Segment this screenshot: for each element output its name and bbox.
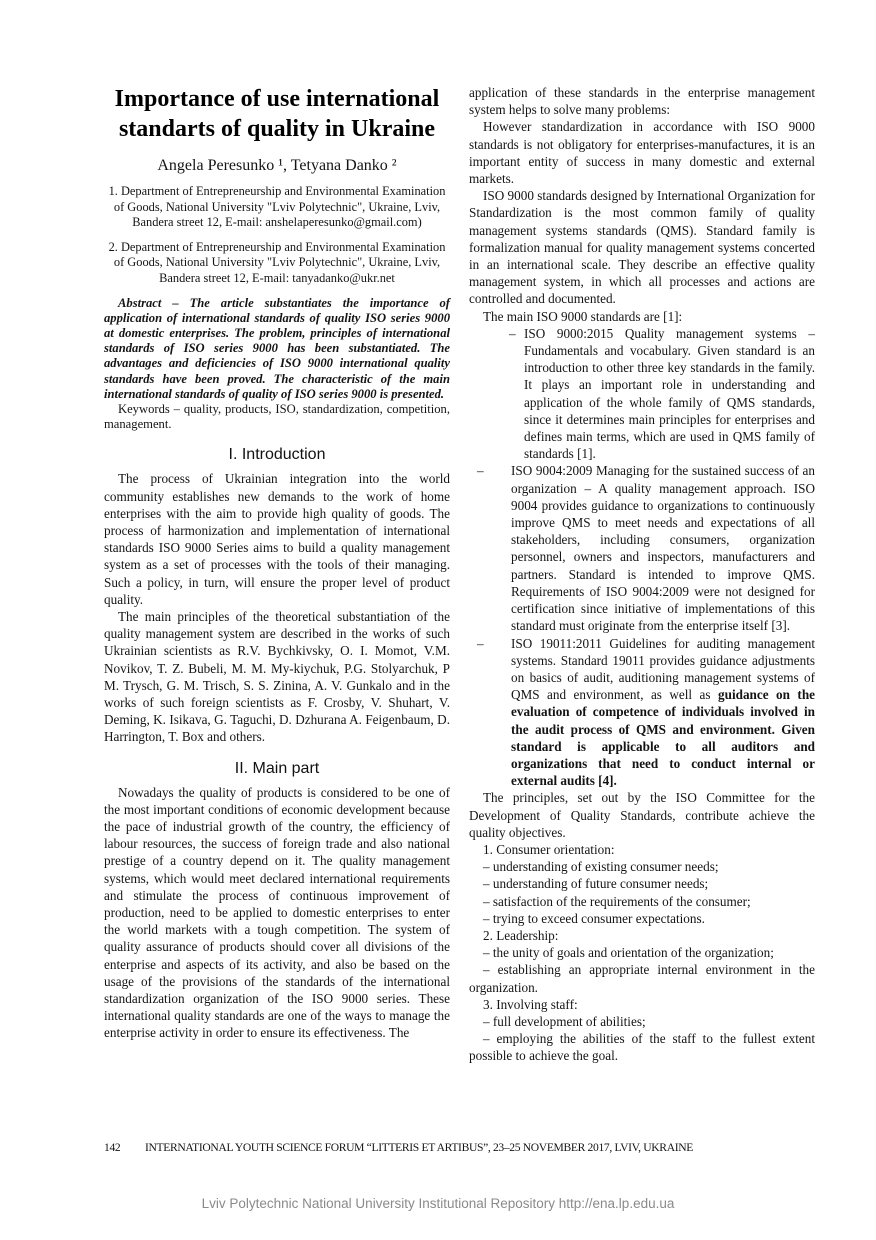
standards-list <box>469 325 815 789</box>
affiliation-2: 2. Department of Entrepreneurship and Environmental Examination of Goods, National University "Lviv Polytechnic", Ukraine, Lviv, Bandera street 12, E-mail: tanyadanko@ukr.net <box>108 239 446 285</box>
section-heading-introduction: I. Introduction <box>228 446 326 464</box>
list-item-iso-9004 <box>469 462 815 634</box>
main-paragraph-1-continued: application of these standards in the enterprise management system helps to solve many problems: <box>469 85 815 118</box>
dash-bullet: – <box>477 635 484 651</box>
intro-paragraph-2: The main principles of the theoretical substantiation of the quality management system are described in the works of such Ukrainian scientists as R.V. Bychkivsky, O. I. Momot, V.M. Novikov, T. Z. Bubeli, M. M. My-kiychuk, P.G. Stolyarchuk, P M. Trysch, G. M. Trisch, S. S. Zinina, A. V. Gunkalo and in the works of such foreign scientists as F. Crosby, V. Shuhart, V. Deming, K. Isikava, G. Taguchi, D. Dzhurana A. Feigenbaum, D. Harrington, T. Box and others. <box>104 609 450 745</box>
list-item-text: ISO 9004:2009 Managing for the sustained success of an organization – A quality management approach. ISO 9004 provides guidance to organizations to continuously improve QMS to meet needs and expectations of all stakeholders, including consumers, organization personnel, owners and inspectors, manufacturers and partners. Standard is intended to improve QMS. Requirements of ISO 9004:2009 were not designed for certification since initiative of implementations of this standard must originate from the enterprise itself [3]. <box>511 463 815 634</box>
main-paragraph-2: However standardization in accordance with ISO 9000 standards is not obligatory for enterprises-manufactures, it is an important entity of success in many domestic and external markets. <box>469 119 815 187</box>
principle-line: – trying to exceed consumer expectations. <box>483 910 705 926</box>
main-paragraph-4: The main ISO 9000 standards are [1]: <box>483 308 683 324</box>
principle-line: – the unity of goals and orientation of the organization; <box>483 945 774 961</box>
principle-line: – establishing an appropriate internal environment in the organization. <box>469 962 815 995</box>
right-column <box>469 84 815 1065</box>
keywords: Keywords – quality, products, ISO, standardization, competition, management. <box>104 401 450 432</box>
title-line-2: standarts of quality in Ukraine <box>118 116 436 142</box>
principle-line: 2. Leadership: <box>483 927 559 943</box>
principle-line: – understanding of existing consumer needs; <box>483 859 719 875</box>
dash-bullet: – <box>509 325 516 341</box>
list-item-text: ISO 9000:2015 Quality management systems – Fundamentals and vocabulary. Given standard is an introduction to other three key standards in the family. It plays an important role in understanding and application of the whole family of QMS standards, since it determines main principles for enterprises and defines main terms, which are used in QMS family of standards [1]. <box>524 325 815 462</box>
main-paragraph-3: ISO 9000 standards designed by International Organization for Standardization is the most common family of quality management systems standards (QMS). Standard family is formalization manual for quality management systems concerted in an international scale. They describe an effective quality management system, in which all processes and actions are controlled and documented. <box>469 188 815 307</box>
intro-paragraph-1: The process of Ukrainian integration into the world community establishes new demands to the work of home enterprises with the aim to provide high quality of goods. The process of harmonization and implementation of international standards ISO 9000 Series aims to build a quality management system as a set of processes with the tools of their managing. Such a policy, in turn, will ensure the proper level of product quality. <box>104 471 450 607</box>
principle-line: – full development of abilities; <box>483 1013 646 1029</box>
section-heading-main-part: II. Main part <box>234 759 320 777</box>
principle-line: – employing the abilities of the staff to the fullest extent possible to achieve the goal. <box>469 1031 815 1064</box>
list-item-bold-text: guidance on the evaluation of competence of individuals involved in the audit process of QMS and environment. Given standard is applicable to all auditors and organizations that need to conduct internal or external audits [4]. <box>511 687 816 789</box>
repository-watermark: Lviv Polytechnic National University Institutional Repository http://ena.lp.edu.ua <box>201 1196 675 1211</box>
dash-bullet: – <box>477 463 484 479</box>
conference-name: INTERNATIONAL YOUTH SCIENCE FORUM “LITTERIS ET ARTIBUS”, 23–25 NOVEMBER 2017, LVIV, UKRAINE <box>145 1141 693 1154</box>
page-number: 142 <box>104 1141 121 1154</box>
principle-line: 3. Involving staff: <box>483 996 578 1012</box>
title-line-1: Importance of use international <box>114 86 440 112</box>
affiliation-1: 1. Department of Entrepreneurship and Environmental Examination of Goods, National University "Lviv Polytechnic", Ukraine, Lviv, Bandera street 12, E-mail: anshelaperesunko@gmail.com) <box>108 184 446 230</box>
principle-line: 1. Consumer orientation: <box>483 841 615 857</box>
principle-line: – satisfaction of the requirements of the consumer; <box>483 893 751 909</box>
left-column <box>104 84 450 1042</box>
list-item-iso-19011 <box>469 635 815 790</box>
abstract: Abstract – The article substantiates the importance of application of international standards of quality ISO series 9000 at domestic enterprises. The problem, principles of international standards of ISO series 9000 has been substantiated. The advantages and deficiencies of ISO 9000 international quality standards have been proved. The characteristic of the main international standards of quality of ISO series 9000 is presented. <box>104 295 450 401</box>
authors: Angela Peresunko ¹, Tetyana Danko ² <box>157 157 397 174</box>
principle-line: – understanding of future consumer needs; <box>483 876 709 892</box>
paper-title <box>104 84 450 144</box>
list-item-iso-9000 <box>469 325 815 463</box>
list-item-text: ISO 19011:2011 Guidelines for auditing management systems. Standard 19011 provides guidance adjustments on basics of audit, auditioning management systems of QMS and environment, as well as <box>511 635 815 703</box>
main-paragraph-1: Nowadays the quality of products is considered to be one of the most important conditions of economic development because the pace of industrial growth of the country, the efficiency of labour resources, the success of foreign trade and also national prestige of a country depend on it. The quality management systems, which would meet declared international requirements and stimulate the process of continuous improvement of production, need to be applied to domestic enterprises to enter the world markets with a tough competition. The system of quality assurance of products should cover all divisions of the enterprise and aspects of its activity, and also be based on the usage of the provisions of the standards of the international standardization organization of the ISO 9000 series. These international quality standards are one of the ways to manage the enterprise activity in order to ensure its effectiveness. The <box>104 784 450 1041</box>
principles-intro: The principles, set out by the ISO Committee for the Development of Quality Standards, contribute achieve the quality objectives. <box>469 790 815 840</box>
page-footer <box>104 1141 784 1155</box>
